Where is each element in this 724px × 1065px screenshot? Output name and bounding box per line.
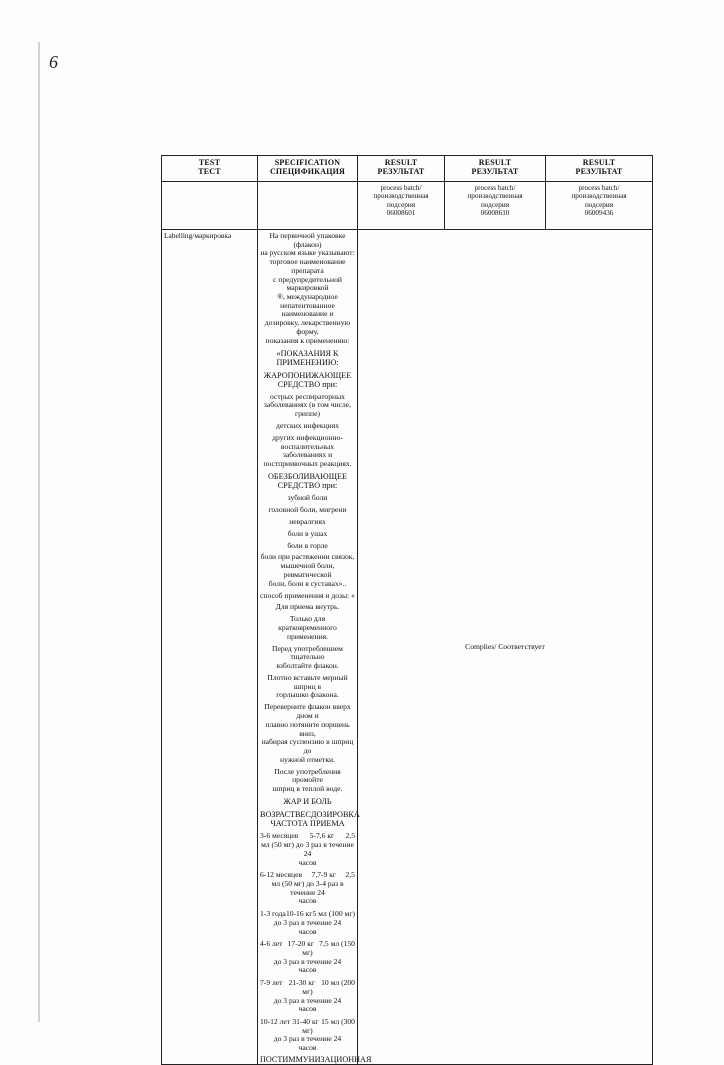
dose-text: мг): [302, 1025, 313, 1035]
dose-text: мл (50 мг) до 3-4 раз в течение 24: [271, 878, 344, 897]
spec-line: невралгиях: [289, 516, 326, 526]
dose-text: часов: [298, 926, 317, 936]
dose-age: 1-3 года: [260, 909, 286, 919]
spec-line: непатентованное наименование и: [280, 300, 335, 319]
spec-paragraph: [260, 592, 355, 601]
header-row: [162, 156, 653, 182]
spec-line: ЖАРОПОНИЖАЮЩЕЕ: [263, 370, 352, 380]
spec-line: острых респираторных: [270, 391, 345, 401]
spec-line: плавно потяните поршень вниз,: [265, 719, 350, 738]
dose-weight: 10-16 кг: [285, 909, 313, 919]
spec-paragraph: [260, 615, 355, 641]
dose-weight: 7,7-9 кг: [311, 870, 337, 880]
spec-line: способ применения и дозы: «: [260, 590, 355, 600]
result-cell: Complies/ Соответствует: [358, 230, 653, 1065]
header-specification: SPECIFICATION СПЕЦИФИКАЦИЯ: [258, 156, 358, 182]
dose-text: до 3 раз в течение 24: [273, 917, 342, 927]
spec-line: Только для кратковременного: [278, 614, 337, 633]
spec-line: боли при растяжении связок,: [260, 552, 355, 562]
batch-row: [162, 182, 653, 230]
dose-tail: 2,5: [345, 870, 355, 880]
spec-paragraph: [260, 422, 355, 431]
spec-line: с предупредительной маркировкой: [273, 274, 342, 293]
spec-line: постприивочных реакциях.: [263, 459, 352, 468]
spec-line: заболеваниях (в том числе, гриппе): [263, 400, 352, 419]
spec-paragraph: [260, 542, 355, 551]
dose-tail: 15 мл (300: [321, 1017, 355, 1027]
spec-paragraph: [260, 494, 355, 503]
spec-line: СРЕДСТВО при:: [277, 379, 338, 389]
spec-line: «ПОКАЗАНИЯ К: [276, 348, 339, 358]
specification-cell: [258, 230, 372, 1065]
margin-line: [38, 42, 40, 1022]
spec-paragraph: [260, 768, 355, 794]
dose-age: 3-6 месяцев: [260, 831, 299, 841]
spec-line: торговое наименование препарата: [269, 257, 346, 275]
spec-paragraph: [260, 506, 355, 515]
spec-paragraph: [260, 349, 355, 368]
dose-row: [260, 910, 355, 936]
dose-text: до 3 раз в течение 24: [273, 1034, 342, 1044]
spec-paragraph: [260, 674, 355, 700]
spec-line: головной боли, мигрени: [268, 504, 347, 514]
dose-text: мг): [302, 986, 313, 996]
spec-line: ОБЕЗБОЛИВАЮЩЕЕ: [268, 471, 347, 481]
batch-cell-1: process batch/ производственная подсерия 06008601: [358, 182, 445, 230]
spec-line: СРЕДСТВО при:: [277, 481, 338, 491]
spec-closing: ПОСТИММУНИЗАЦИОННАЯ: [260, 1054, 372, 1064]
header-result-3: RESULT РЕЗУЛЬТАТ: [546, 156, 653, 182]
spec-line: дозировку, лекарственную форму,: [264, 318, 351, 336]
dose-tail: 2,5: [345, 831, 355, 841]
spec-paragraph: [260, 645, 355, 671]
dose-table-header: ВОЗРАСТВЕС ДОЗИРОВКА ЧАСТОТА ПРИЕМА: [260, 809, 360, 828]
dose-tail: 10 мл (200: [321, 978, 355, 988]
spec-line: взболтайте флакон.: [276, 661, 339, 671]
dose-text: мл (50 мг) до 3 раз в течение 24: [261, 840, 354, 858]
spec-line: набирая суспензию в шприц до: [261, 737, 354, 755]
spec-line: показания к применению:: [265, 335, 350, 345]
spec-line: ПРИМЕНЕНИЮ:: [276, 357, 339, 367]
spec-line: на русском языке указывают:: [260, 248, 355, 258]
spec-line: Плотно вставьте мерный шприц в: [267, 673, 348, 691]
spec-paragraph: [260, 518, 355, 527]
dose-text: часов: [298, 965, 317, 975]
spec-line: боли, боли в суставах»..: [268, 578, 347, 588]
spec-paragraph: [260, 530, 355, 539]
spec-line: зубной боли: [287, 492, 328, 502]
spec-line: горлышко флакона.: [276, 690, 339, 700]
dose-age: 7-9 лет: [260, 978, 283, 988]
spec-paragraph: [260, 553, 355, 588]
spec-line: боли в горле: [287, 540, 328, 550]
batch-cell-3: process batch/ производственная подсерия 06009436: [546, 182, 653, 230]
certificate-table: [161, 155, 653, 1065]
page-number: 6: [49, 52, 58, 72]
spec-line: детских инфекциях: [276, 420, 339, 430]
dose-row: [260, 940, 355, 975]
dose-age: 4-6 лет: [260, 939, 283, 949]
dose-tail: 5 мл (100 мг): [312, 909, 355, 919]
spec-paragraph: [260, 797, 355, 806]
spec-paragraph: [260, 603, 355, 612]
spec-line: боли в ушах: [287, 528, 328, 538]
batch-empty-spec: [258, 182, 358, 230]
spec-line: шприц в теплой воде.: [272, 784, 343, 794]
dose-row: [260, 871, 355, 906]
dose-weight: 31-40 кг: [292, 1017, 319, 1027]
dose-text: до 3 раз в течение 24: [273, 956, 342, 966]
spec-paragraph: [260, 703, 355, 764]
spec-line: На первичной упаковке (флакон): [269, 231, 346, 249]
spec-paragraph: [260, 393, 355, 419]
dose-weight: 17-20 кг: [287, 939, 315, 949]
labelling-row: [162, 230, 653, 1065]
spec-line: Перед употреблением тщательно: [272, 643, 343, 662]
spec-paragraph: [260, 434, 355, 469]
dose-age: 10-12 лет: [260, 1017, 291, 1027]
dose-text: часов: [298, 1004, 317, 1014]
header-result-1: RESULT РЕЗУЛЬТАТ: [358, 156, 445, 182]
dose-text: до 3 раз в течение 24: [273, 995, 342, 1005]
spec-line: ЖАР И БОЛЬ: [283, 796, 332, 806]
spec-line: После употребления промойте: [274, 766, 341, 785]
spec-line: ®, международное: [277, 292, 338, 302]
dose-row: [260, 1018, 355, 1053]
dose-age: 6-12 месяцев: [260, 870, 303, 880]
dose-row: [260, 979, 355, 1014]
batch-cell-2: process batch/ производственная подсерия 06008610: [445, 182, 546, 230]
dose-row: [260, 832, 355, 867]
dose-tail: 7,5 мл (150: [319, 939, 355, 949]
dose-text: часов: [298, 1043, 317, 1053]
spec-paragraph: [260, 232, 355, 345]
header-test: TEST ТЕСТ: [162, 156, 258, 182]
header-result-2: RESULT РЕЗУЛЬТАТ: [445, 156, 546, 182]
spec-line: Для приема внутрь.: [275, 602, 340, 612]
spec-line: Переверните флакон вверх дном и: [264, 702, 351, 721]
dose-weight: 5-7,6 кг: [309, 831, 335, 841]
spec-line: применения.: [286, 631, 329, 641]
dose-text: часов: [298, 857, 317, 867]
batch-empty-test: [162, 182, 258, 230]
dose-weight: 21-30 кг: [288, 978, 315, 988]
spec-paragraph: [260, 472, 355, 491]
spec-line: воспалительных заболеваниях и: [280, 441, 335, 460]
spec-line: других инфекционно-: [272, 432, 343, 442]
dose-text: часов: [298, 896, 317, 906]
spec-line: нужной отметки.: [280, 754, 335, 764]
spec-line: мышечной боли, ревматической: [280, 561, 335, 579]
dose-text: мг): [302, 948, 313, 958]
test-name-cell: Labelling/маркировка: [162, 230, 258, 1065]
spec-paragraph: [260, 371, 355, 390]
